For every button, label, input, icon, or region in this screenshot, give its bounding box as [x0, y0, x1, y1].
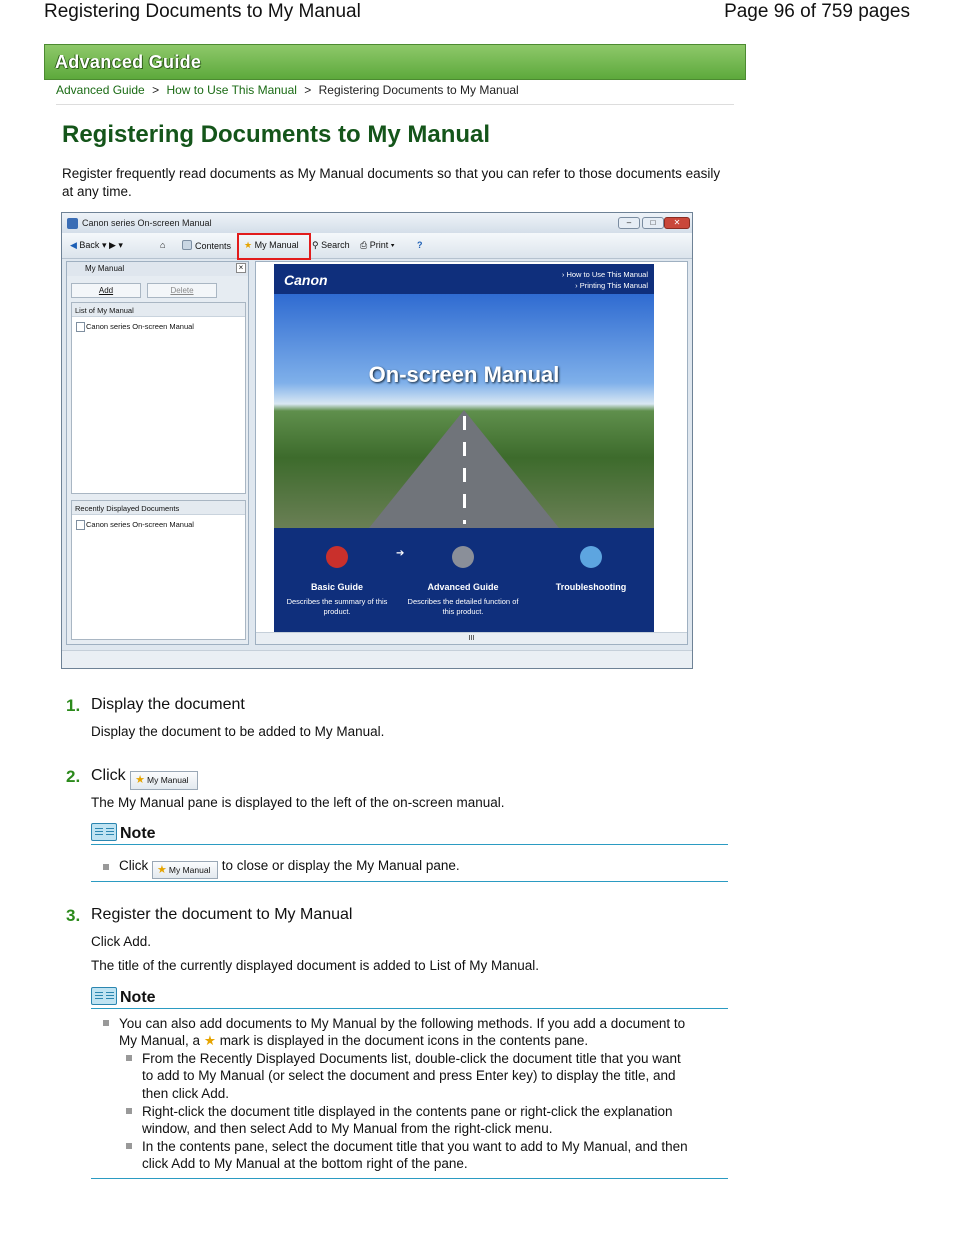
- status-bar: [62, 650, 692, 668]
- basic-guide-link: Basic Guide Describes the summary of this product.: [286, 582, 388, 616]
- minimize-icon: –: [618, 217, 640, 229]
- breadcrumb-separator: >: [304, 83, 312, 97]
- guide-banner-label: Advanced Guide: [55, 52, 202, 72]
- note-2-sub-3-line-2: click Add to My Manual at the bottom right of the pane.: [142, 1156, 468, 1171]
- note-2-main-line-2: My Manual, a ★ mark is displayed in the document icons in the contents pane.: [119, 1033, 589, 1048]
- my-manual-pane: [66, 261, 249, 645]
- pane-close-icon: ×: [236, 263, 246, 273]
- step-3-title: Register the document to My Manual: [91, 906, 353, 923]
- close-icon: ✕: [664, 217, 690, 229]
- step-2-text: The My Manual pane is displayed to the left of the on-screen manual.: [91, 795, 505, 810]
- question-icon: [580, 546, 602, 568]
- breadcrumb: [56, 83, 519, 97]
- my-manual-list: [71, 302, 246, 494]
- window-titlebar: [62, 213, 692, 233]
- my-manual-button-image: ★ My Manual: [152, 861, 218, 879]
- guide-banner: [44, 44, 746, 80]
- bullet-icon: [103, 1020, 109, 1026]
- note-2-sub-2-line-1: Right-click the document title displayed in the contents pane or right-click the explanation: [142, 1104, 673, 1119]
- step-3-text-1: Click Add.: [91, 934, 152, 949]
- note-book-icon: [91, 987, 117, 1005]
- printer-icon: ⎙: [360, 240, 368, 250]
- note-2-sub-3-line-1: In the contents pane, select the document title that you want to add to My Manual, and then: [142, 1139, 688, 1154]
- star-icon: ★: [135, 774, 145, 786]
- binoculars-icon: [452, 546, 474, 568]
- toolbar-print: ⎙ Print ▾: [360, 240, 395, 250]
- list-header: List of My Manual: [72, 303, 245, 317]
- contents-icon: [182, 240, 192, 250]
- help-icon: ?: [417, 240, 423, 250]
- pane-delete-button: Delete: [147, 283, 217, 298]
- my-manual-highlight-box: [237, 233, 311, 260]
- back-arrow-icon: ◀: [70, 240, 80, 250]
- toolbar-search: ⚲ Search: [312, 240, 350, 250]
- step-1-title: Display the document: [91, 696, 245, 713]
- list-item: Canon series On-screen Manual: [72, 515, 245, 529]
- breadcrumb-how-to-use[interactable]: How to Use This Manual: [166, 83, 297, 97]
- app-icon: [67, 218, 78, 229]
- cover-footer: [274, 534, 654, 632]
- step-1-text: Display the document to be added to My Manual.: [91, 724, 385, 739]
- window-toolbar: [62, 233, 692, 259]
- step-3-text-2: The title of the currently displayed document is added to List of My Manual.: [91, 958, 539, 973]
- page-counter: Page 96 of 759 pages: [724, 1, 910, 22]
- toolbar-contents: Contents: [182, 240, 231, 251]
- note-2-divider: [91, 1178, 728, 1179]
- recent-documents-list: [71, 500, 246, 640]
- recent-header: Recently Displayed Documents: [72, 501, 245, 515]
- note-label: Note: [120, 989, 156, 1006]
- step-2-title: Click ★ My Manual: [91, 767, 198, 790]
- note-label: Note: [120, 825, 156, 842]
- note-2-sub-2-line-2: window, and then select Add to My Manual from the right-click menu.: [142, 1121, 553, 1136]
- step-2-number: 2.: [66, 767, 81, 786]
- maximize-icon: □: [642, 217, 664, 229]
- toolbar-back: ◀ Back ▾ ▶ ▾: [70, 240, 123, 250]
- note-1-text: Click ★ My Manual to close or display the My Manual pane.: [119, 857, 460, 879]
- note-book-icon: [91, 823, 117, 841]
- document-title: Registering Documents to My Manual: [44, 1, 361, 22]
- troubleshooting-link: Troubleshooting: [555, 582, 627, 592]
- search-icon: ⚲: [312, 240, 319, 250]
- manual-window-screenshot: [61, 212, 693, 669]
- step-1-number: 1.: [66, 696, 81, 715]
- home-icon: ⌂: [160, 240, 166, 250]
- pane-add-button: Add: [71, 283, 141, 298]
- bullet-icon: [126, 1143, 132, 1149]
- window-title: Canon series On-screen Manual: [82, 218, 212, 228]
- breadcrumb-advanced-guide[interactable]: Advanced Guide: [56, 83, 145, 97]
- note-2-main-line-1: You can also add documents to My Manual by the following methods. If you add a document to: [119, 1016, 686, 1031]
- breadcrumb-separator: >: [152, 83, 160, 97]
- book-icon: [326, 546, 348, 568]
- note-2-sub-1-line-1: From the Recently Displayed Documents list, double-click the document title that you want: [142, 1051, 681, 1066]
- horizontal-scrollbar: III: [256, 632, 687, 644]
- star-icon: ★: [244, 240, 253, 250]
- page-title: Registering Documents to My Manual: [62, 121, 491, 148]
- cover-links: › How to Use This Manual › Printing This Manual: [561, 270, 648, 290]
- toolbar-my-manual: ★ My Manual: [244, 240, 299, 250]
- list-item: Canon series On-screen Manual: [72, 317, 245, 331]
- manual-cover: [274, 264, 654, 632]
- step-3-number: 3.: [66, 906, 81, 925]
- road-photo: [274, 294, 654, 528]
- note-1-header: [91, 823, 728, 845]
- breadcrumb-divider: [56, 104, 734, 105]
- page-header: [0, 0, 954, 30]
- contents-pane: [255, 261, 688, 645]
- canon-logo: Canon: [284, 272, 328, 288]
- my-manual-button-image: ★ My Manual: [130, 771, 198, 790]
- arrow-icon: ➔: [396, 548, 405, 559]
- note-2-header: [91, 987, 728, 1009]
- star-icon: ★: [157, 864, 167, 876]
- bullet-icon: [126, 1055, 132, 1061]
- note-2-sub-1-line-3: then click Add.: [142, 1086, 230, 1101]
- advanced-guide-link: Advanced Guide Describes the detailed function of this product.: [407, 582, 519, 616]
- note-1-divider: [91, 881, 728, 882]
- bullet-icon: [103, 864, 109, 870]
- intro-paragraph: Register frequently read documents as My Manual documents so that you can refer to those documents easily at any time.: [62, 166, 721, 199]
- bullet-icon: [126, 1108, 132, 1114]
- road-centerline: [463, 416, 466, 524]
- breadcrumb-current: Registering Documents to My Manual: [318, 83, 519, 97]
- star-icon: ★: [203, 1033, 216, 1048]
- my-manual-pane-header: My Manual: [67, 262, 248, 276]
- cover-title: On-screen Manual: [368, 362, 560, 387]
- note-2-sub-1-line-2: to add to My Manual (or select the document and press Enter key) to display the title, and: [142, 1068, 676, 1083]
